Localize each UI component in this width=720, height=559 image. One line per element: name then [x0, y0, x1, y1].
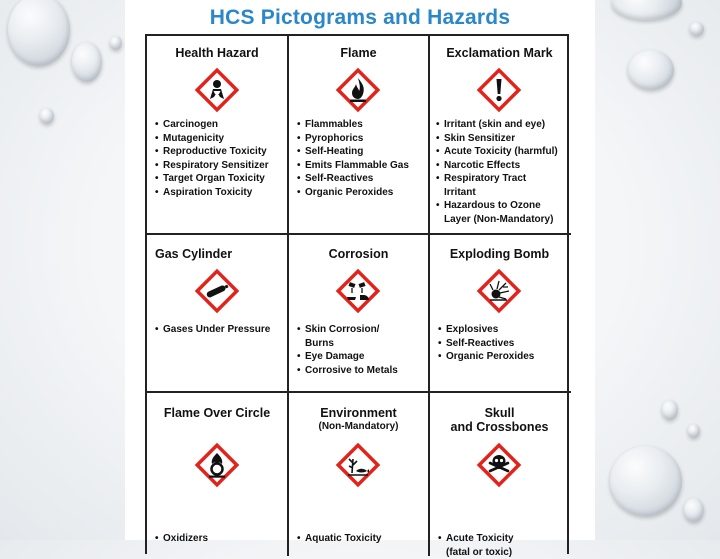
water-drop-decoration — [690, 22, 704, 36]
health-hazard-icon — [193, 66, 241, 114]
cell-health-hazard — [147, 36, 287, 233]
corrosion-icon — [334, 267, 382, 315]
slide-page — [125, 0, 595, 540]
hazard-list — [155, 118, 269, 199]
cell-corrosion — [289, 235, 428, 391]
cell-exclamation-mark — [430, 36, 569, 233]
cell-heading: Flame Over Circle — [147, 406, 287, 420]
water-drop-decoration — [628, 50, 674, 90]
water-drop-decoration — [110, 36, 122, 50]
gas-cylinder-icon — [193, 267, 241, 315]
list-item: • Corrosive to Metals — [297, 364, 398, 378]
list-item: • Pyrophorics — [297, 132, 409, 146]
hazard-list — [438, 532, 514, 559]
exclamation-mark-icon — [475, 66, 523, 114]
list-item: • Skin Sensitizer — [436, 132, 558, 146]
list-item: • Mutagenicity — [155, 132, 269, 146]
water-drop-decoration — [662, 400, 678, 420]
environment-icon — [334, 441, 382, 489]
hazard-list — [436, 118, 558, 226]
cell-flame-over-circle — [147, 393, 287, 556]
cell-heading: Corrosion — [289, 247, 428, 261]
cell-skull-and-crossbones — [430, 393, 569, 556]
water-drop-decoration — [8, 0, 70, 66]
list-item: Layer (Non-Mandatory) — [436, 213, 558, 227]
list-item: • Acute Toxicity — [438, 532, 514, 546]
page-title: HCS Pictograms and Hazards — [125, 6, 595, 30]
water-drop-decoration — [688, 424, 700, 438]
pictogram-table — [145, 34, 569, 554]
list-item: • Respiratory Tract — [436, 172, 558, 186]
list-item: • Organic Peroxides — [297, 186, 409, 200]
water-drop-decoration — [610, 446, 682, 516]
cell-subheading: (Non-Mandatory) — [289, 420, 428, 434]
cell-heading-text: Skull — [485, 406, 515, 420]
cell-heading: Exclamation Mark — [430, 46, 569, 60]
hazard-list — [438, 323, 534, 364]
water-drop-decoration — [684, 498, 704, 522]
cell-gas-cylinder — [147, 235, 287, 391]
water-drop-decoration — [72, 42, 102, 82]
list-item: • Aspiration Toxicity — [155, 186, 269, 200]
list-item: • Emits Flammable Gas — [297, 159, 409, 173]
cell-environment — [289, 393, 428, 556]
cell-heading: Exploding Bomb — [430, 247, 569, 261]
list-item: • Organic Peroxides — [438, 350, 534, 364]
cell-heading — [430, 406, 569, 434]
list-item: • Acute Toxicity (harmful) — [436, 145, 558, 159]
hazard-list — [297, 118, 409, 199]
list-item: • Gases Under Pressure — [155, 323, 270, 337]
list-item: • Aquatic Toxicity — [297, 532, 382, 546]
list-item: • Self-Reactives — [297, 172, 409, 186]
cell-heading: Health Hazard — [147, 46, 287, 60]
cell-heading: Gas Cylinder — [147, 247, 295, 261]
cell-heading — [289, 406, 428, 434]
list-item: • Respiratory Sensitizer — [155, 159, 269, 173]
exploding-bomb-icon — [475, 267, 523, 315]
skull-and-crossbones-icon — [475, 441, 523, 489]
list-item: Burns — [297, 337, 398, 351]
list-item: • Flammables — [297, 118, 409, 132]
hazard-list — [297, 323, 398, 377]
cell-heading-text: Environment — [320, 406, 396, 420]
list-item: • Oxidizers — [155, 532, 208, 546]
hazard-list — [155, 323, 270, 337]
hazard-list — [155, 532, 208, 546]
list-item: • Self-Reactives — [438, 337, 534, 351]
cell-heading: Flame — [289, 46, 428, 60]
list-item: Irritant — [436, 186, 558, 200]
list-item: • Self-Heating — [297, 145, 409, 159]
water-drop-decoration — [612, 0, 682, 20]
list-item: • Explosives — [438, 323, 534, 337]
hazard-list — [297, 532, 382, 546]
cell-flame — [289, 36, 428, 233]
list-item: • Carcinogen — [155, 118, 269, 132]
list-item: • Irritant (skin and eye) — [436, 118, 558, 132]
list-item: • Target Organ Toxicity — [155, 172, 269, 186]
flame-icon — [334, 66, 382, 114]
flame-over-circle-icon — [193, 441, 241, 489]
cell-heading-text-2: and Crossbones — [451, 420, 549, 434]
list-item: • Narcotic Effects — [436, 159, 558, 173]
list-item: • Eye Damage — [297, 350, 398, 364]
list-item: • Hazardous to Ozone — [436, 199, 558, 213]
water-drop-decoration — [40, 108, 54, 124]
list-item: (fatal or toxic) — [438, 546, 514, 559]
cell-exploding-bomb — [430, 235, 569, 391]
list-item: • Skin Corrosion/ — [297, 323, 398, 337]
list-item: • Reproductive Toxicity — [155, 145, 269, 159]
